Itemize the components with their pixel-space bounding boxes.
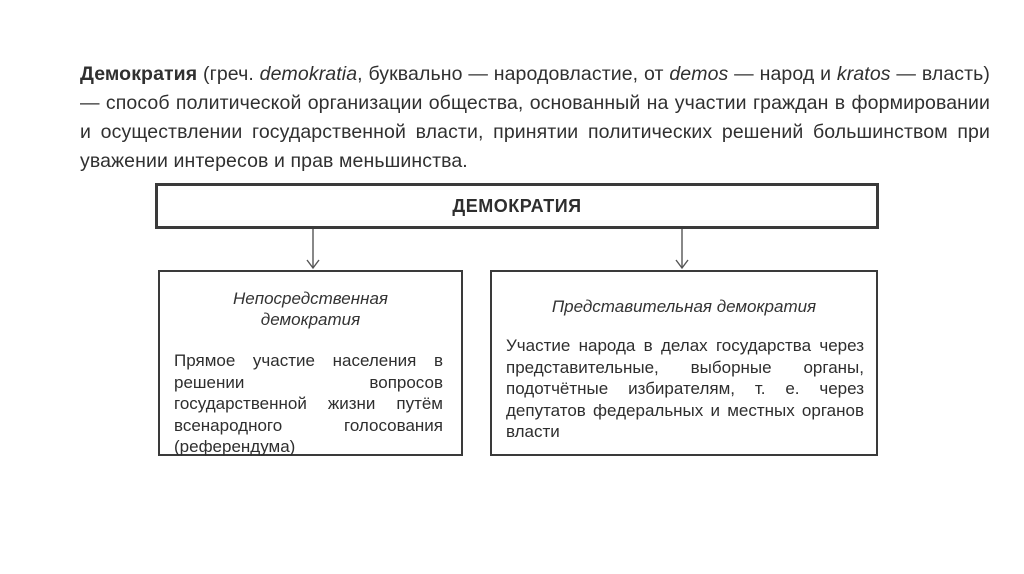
representative-democracy-title: Представительная демократия bbox=[551, 297, 817, 316]
root-node-label: ДЕМОКРАТИЯ bbox=[452, 195, 582, 216]
kratos-word: kratos bbox=[836, 62, 891, 85]
definition-text-3: — народ и bbox=[728, 62, 837, 85]
definition-text-4: — власть) — способ политической организации общества, основанный на участии граждан в формировании и осуществлении государственной власти, принятии политических решений большинством при уважении интересов и прав меньшинства. bbox=[80, 62, 990, 172]
direct-democracy-body: Прямое участие населения в решении вопросов государственной жизни путём всенародного голосования (референдума) bbox=[174, 351, 443, 456]
definition-paragraph bbox=[80, 60, 990, 176]
arrow-left bbox=[307, 229, 319, 268]
demos-word: demos bbox=[669, 62, 729, 85]
definition-text-2: , буквально — народовластие, от bbox=[357, 62, 670, 85]
direct-democracy-title: Непосредственная демократия bbox=[232, 289, 389, 329]
representative-democracy-body: Участие народа в делах государства через представительные, выборные органы, подотчётные избирателям, т. е. через депутатов федеральных и местных органов власти bbox=[506, 336, 864, 441]
root-node-box bbox=[155, 183, 879, 229]
definition-text-1: (греч. bbox=[197, 62, 260, 85]
arrow-right bbox=[676, 229, 688, 268]
definition-term: Демократия bbox=[80, 62, 198, 85]
greek-word: demokratia bbox=[259, 62, 358, 85]
direct-democracy-box bbox=[158, 270, 463, 456]
representative-democracy-box bbox=[490, 270, 878, 456]
